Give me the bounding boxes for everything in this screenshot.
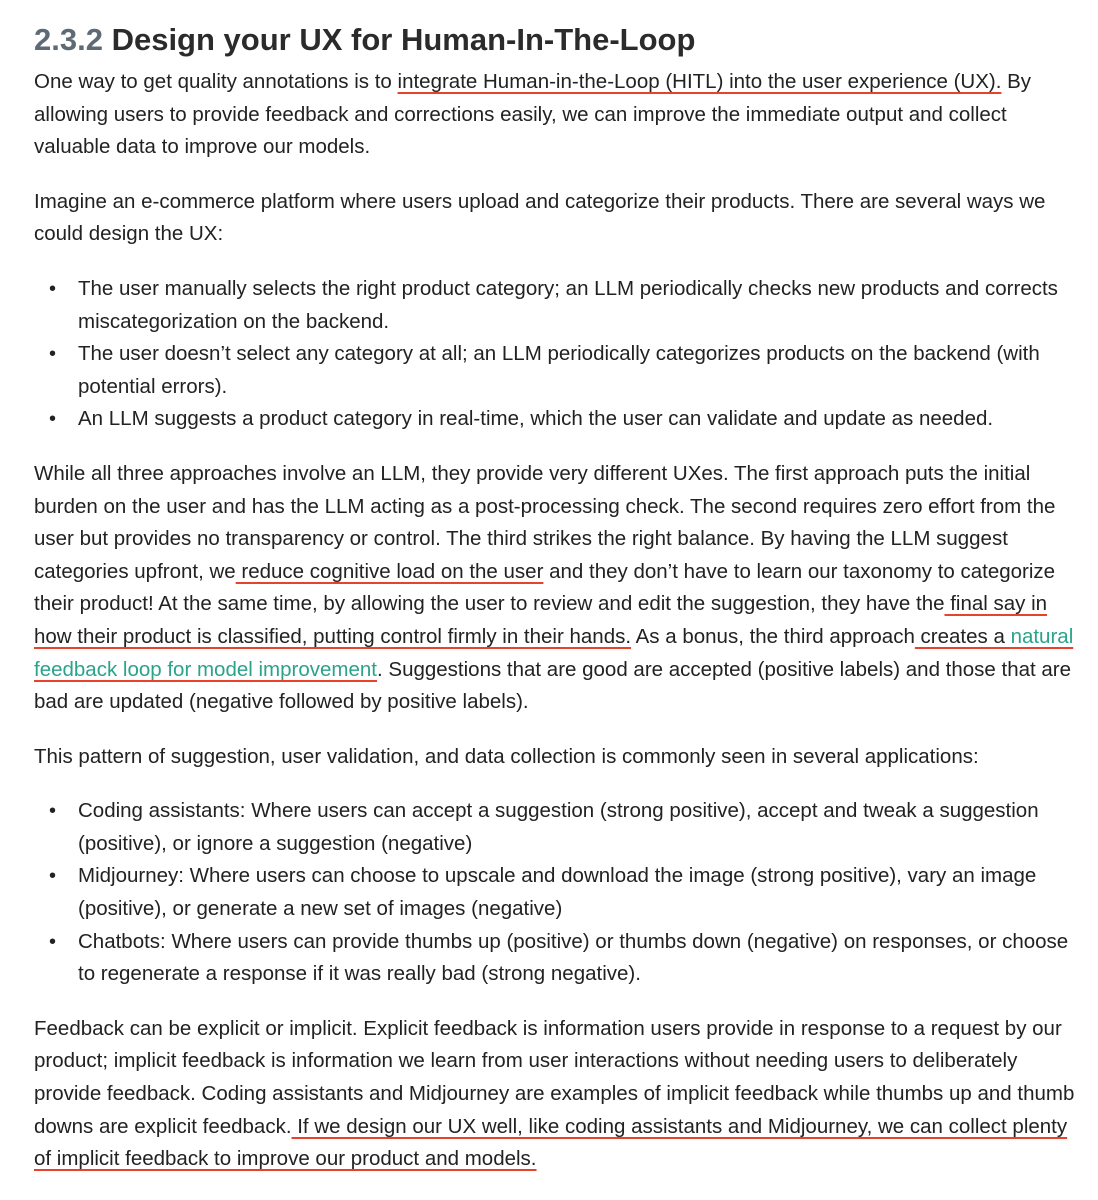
text-span: . Suggestions that are good are accepted (positive labels) and those that are bad are updated (negative followed by positive labels). [34,657,1072,714]
text-span: As a bonus, the third approach [631,624,915,648]
paragraph-hitl-intro [34,66,1084,164]
list-item [34,273,1084,338]
list-item-text: Coding assistants: Where users can accept a suggestion (strong positive), accept and tweak a suggestion (positive), or ignore a suggestion (negative) [78,799,1039,855]
section-heading [34,18,1084,62]
paragraph-feedback-types [34,1013,1084,1176]
text-span: While all three approaches involve an LLM, they provide very different UXes. The first approach puts the initial burden on the user and has the LLM acting as a post-processing check. The second requires zero effort from the user but provides no transparency or control. The third strikes the right balance. By having the LLM suggest categories upfront, we [34,461,1056,583]
section-number: 2.3.2 [34,22,103,57]
highlighted-text: reduce cognitive load on the user [235,559,544,583]
list-item-text: The user manually selects the right product category; an LLM periodically checks new products and corrects miscategorization on the backend. [78,276,1058,333]
list-item-text: Midjourney: Where users can choose to upscale and download the image (strong positive), vary an image (positive), or generate a new set of images (negative) [78,864,1037,921]
bullet-icon: • [49,865,57,888]
bullet-icon: • [49,277,57,300]
list-item [34,795,1084,860]
text-span: and they don’t have to learn our taxonomy to categorize their product! At the same time, by allowing the user to review and edit the suggestion, they have the [34,559,1056,616]
paragraph-approaches [34,458,1084,719]
feedback-loop-link[interactable]: natural feedback loop for model improvement [34,624,1074,681]
text-span: One way to get quality annotations is to [34,70,398,93]
applications-list [34,795,1084,991]
list-item-text: Chatbots: Where users can provide thumbs up (positive) or thumbs down (negative) on responses, or choose to regenerate a response if it was really bad (strong negative). [78,929,1069,986]
list-item [34,860,1084,925]
text-span: By allowing users to provide feedback and corrections easily, we can improve the immediate output and collect valuable data to improve our models. [34,70,1032,159]
highlighted-text: integrate Human-in-the-Loop (HITL) into the user experience (UX). [397,70,1002,93]
paragraph-pattern: This pattern of suggestion, user validation, and data collection is commonly seen in several applications: [34,744,979,768]
highlighted-text: creates a [914,624,1011,648]
list-item-text: The user doesn’t select any category at all; an LLM periodically categorizes products on the backend (with potential errors). [78,342,1040,398]
bullet-icon: • [49,343,57,366]
list-item [34,403,1084,436]
highlighted-text: final say in how their product is classified, putting control firmly in their hands. [34,592,1048,648]
bullet-icon: • [49,930,57,953]
section-title: Design your UX for Human-In-The-Loop [111,22,696,57]
list-item-text: An LLM suggests a product category in real-time, which the user can validate and update as needed. [78,407,994,431]
paragraph-ecommerce-example: Imagine an e-commerce platform where users upload and categorize their products. There are several ways we could design the UX: [34,189,1046,246]
ux-options-list [34,273,1084,436]
list-item [34,926,1084,991]
list-item [34,338,1084,403]
text-span: Feedback can be explicit or implicit. Explicit feedback is information users provide in response to a request by our product; implicit feedback is information we learn from user interactions without needing users to deliberately provide feedback. Coding assistants and Midjourney are examples of implicit feedback while thumbs up and thumb downs are explicit feedback. [34,1016,1075,1138]
bullet-icon: • [49,800,57,823]
highlighted-text: If we design our UX well, like coding assistants and Midjourney, we can collect plenty of implicit feedback to improve our product and models. [34,1114,1068,1171]
bullet-icon: • [49,408,57,431]
document-page [34,18,1084,1176]
